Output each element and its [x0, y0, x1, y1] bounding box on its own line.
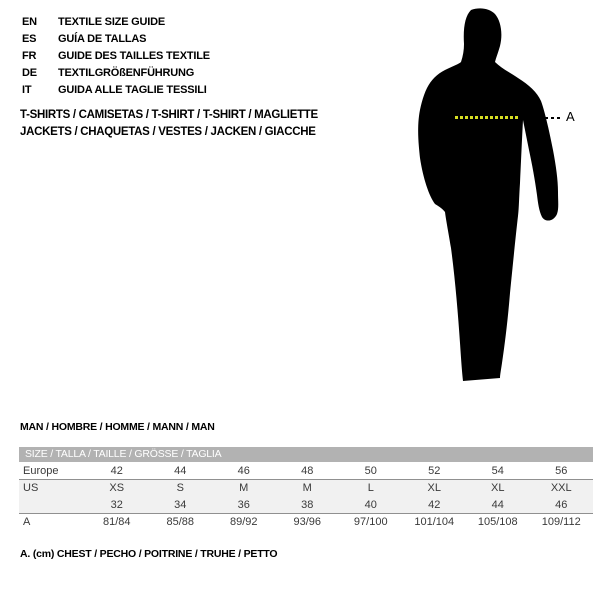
table-cell: 56: [555, 464, 568, 477]
table-row-us: [19, 479, 593, 496]
table-cell: 44: [174, 464, 187, 477]
table-cell: S: [176, 482, 184, 494]
table-cell: 46: [555, 498, 568, 511]
table-cell: 36: [237, 498, 250, 511]
table-cell: 109/112: [541, 516, 581, 528]
table-row-chest-a: [19, 513, 593, 530]
table-cell: 34: [174, 498, 187, 511]
garment-line-tshirts: T-SHIRTS / CAMISETAS / T-SHIRT / T-SHIRT / MAGLIETTE: [20, 109, 318, 121]
table-cell: 105/108: [477, 516, 518, 528]
table-cell: 38: [301, 498, 314, 511]
language-label: TEXTILE SIZE GUIDE: [58, 15, 166, 28]
language-code: IT: [22, 83, 32, 96]
table-cell: 50: [364, 464, 377, 477]
language-code: ES: [22, 32, 37, 45]
size-table: [19, 447, 593, 530]
row-label: US: [23, 482, 39, 494]
language-row-en: [22, 13, 210, 30]
table-cell: M: [239, 482, 249, 494]
language-code: DE: [22, 66, 37, 79]
table-cell: XL: [491, 482, 505, 494]
row-label: A: [23, 516, 31, 528]
language-list: [22, 13, 210, 98]
table-cell: 89/92: [229, 516, 258, 528]
table-cell: 48: [301, 464, 314, 477]
table-cell: 40: [364, 498, 377, 511]
table-row-us-numeric: [19, 496, 593, 513]
chest-measure-dashed-line: [455, 116, 518, 119]
language-row-fr: [22, 47, 210, 64]
table-cell: 93/96: [293, 516, 322, 528]
footnote-chest-legend: A. (cm) CHEST / PECHO / POITRINE / TRUHE / PETTO: [20, 548, 278, 560]
table-cell: XXL: [550, 482, 572, 494]
table-cell: 54: [491, 464, 504, 477]
language-label: GUIDE DES TAILLES TEXTILE: [58, 49, 210, 62]
row-label: Europe: [23, 464, 59, 477]
table-cell: L: [367, 482, 374, 494]
table-cell: 81/84: [102, 516, 131, 528]
language-code: FR: [22, 49, 37, 62]
table-cell: 101/104: [414, 516, 455, 528]
language-row-es: [22, 30, 210, 47]
table-cell: XL: [427, 482, 441, 494]
table-header-size: SIZE / TALLA / TAILLE / GRÖSSE / TAGLIA: [19, 447, 593, 462]
table-cell: 44: [491, 498, 504, 511]
language-label: GUIDA ALLE TAGLIE TESSILI: [58, 83, 207, 96]
table-cell: M: [302, 482, 312, 494]
garment-category-lines: [20, 107, 318, 141]
man-silhouette: [405, 8, 565, 385]
language-row-de: [22, 64, 210, 81]
language-label: GUÍA DE TALLAS: [58, 32, 147, 45]
language-row-it: [22, 81, 210, 98]
table-cell: 46: [237, 464, 250, 477]
measure-callout-dashes: [545, 117, 563, 119]
table-cell: XS: [109, 482, 125, 494]
garment-line-jackets: JACKETS / CHAQUETAS / VESTES / JACKEN / GIACCHE: [20, 126, 316, 138]
man-silhouette-figure: [405, 8, 575, 385]
table-cell: 32: [110, 498, 123, 511]
table-row-europe: [19, 462, 593, 479]
table-cell: 52: [428, 464, 441, 477]
language-label: TEXTILGRÖßENFÜHRUNG: [58, 66, 195, 79]
measure-label-a: A: [566, 109, 575, 124]
table-cell: 42: [428, 498, 441, 511]
table-cell: 97/100: [353, 516, 388, 528]
section-title-man: MAN / HOMBRE / HOMME / MANN / MAN: [20, 421, 215, 433]
table-cell: 85/88: [166, 516, 195, 528]
language-code: EN: [22, 15, 37, 28]
table-cell: 42: [110, 464, 123, 477]
